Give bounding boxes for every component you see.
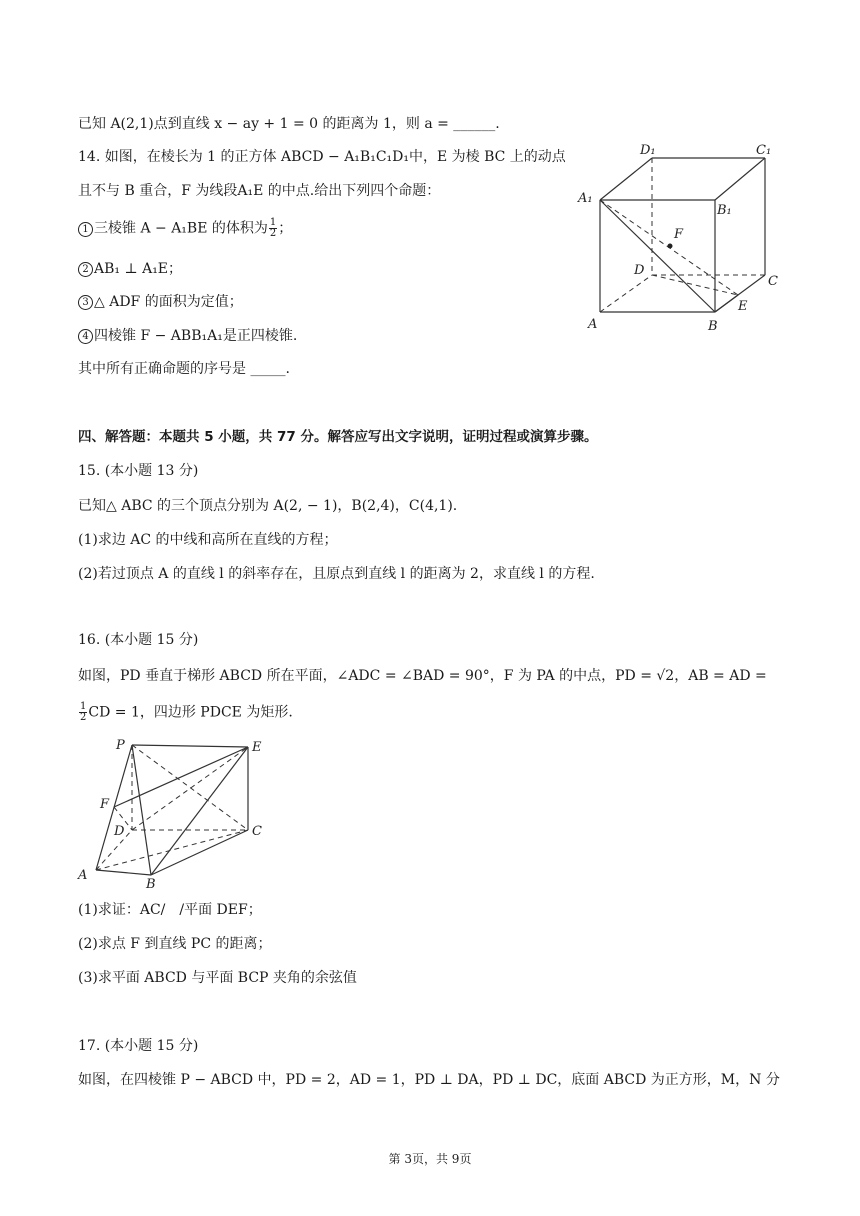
q15-line1: 已知△ ABC 的三个顶点分别为 A(2, − 1)，B(2,4)，C(4,1). xyxy=(78,498,458,514)
q17-line1: 如图，在四棱锥 P − ABCD 中，PD = 2，AD = 1，PD ⊥ DA，PD ⊥ DC，底面 ABCD 为正方形，M，N 分 xyxy=(78,1072,780,1088)
label-e: E xyxy=(738,299,748,314)
q14-option-1-text: 三棱锥 A − A₁BE 的体积为 xyxy=(94,220,268,237)
page-footer: 第 3页，共 9页 xyxy=(388,1152,472,1166)
q16-part1: (1)求证：AC/ /平面 DEF； xyxy=(78,902,262,918)
fraction-numerator: 1 xyxy=(80,701,87,712)
q13-text: 已知 A(2,1)点到直线 x − ay + 1 = 0 的距离为 1，则 a = ______. xyxy=(78,116,500,132)
label-d: D xyxy=(114,824,125,839)
q16-line1: 如图，PD 垂直于梯形 ABCD 所在平面，∠ADC = ∠BAD = 90°，F 为 PA 的中点，PD = √2，AB = AD = xyxy=(78,668,767,684)
label-a: A xyxy=(78,868,88,883)
label-a: A xyxy=(588,317,598,332)
q14-question: 其中所有正确命题的序号是 _____. xyxy=(78,361,290,377)
q14-option-2-text: AB₁ ⊥ A₁E； xyxy=(94,261,183,277)
label-f: F xyxy=(100,797,110,812)
label-d: D xyxy=(634,263,645,278)
q14-option-4 xyxy=(78,326,297,346)
label-e: E xyxy=(252,740,262,755)
label-f: F xyxy=(674,227,684,242)
q16-part2: (2)求点 F 到直线 PC 的距离； xyxy=(78,936,272,952)
label-c1: C₁ xyxy=(756,143,772,158)
label-b: B xyxy=(146,877,156,890)
point-f-dot xyxy=(668,244,673,249)
q15-line2: (1)求边 AC 的中线和高所在直线的方程； xyxy=(78,532,338,548)
q14-line2: 且不与 B 重合，F 为线段A₁E 的中点.给出下列四个命题： xyxy=(78,183,441,199)
label-c: C xyxy=(252,824,262,839)
q16-line2 xyxy=(78,702,293,723)
circled-number-4: 4 xyxy=(78,329,93,344)
label-p: P xyxy=(116,738,125,753)
q15-line3: (2)若过顶点 A 的直线 l 的斜率存在，且原点到直线 l 的距离为 2，求直线 l 的方程. xyxy=(78,566,595,582)
q14-option-2 xyxy=(78,259,182,279)
q14-option-1 xyxy=(78,218,292,239)
circled-number-2: 2 xyxy=(78,262,93,277)
q17-heading: 17. (本小题 15 分) xyxy=(78,1038,199,1054)
fraction-numerator: 1 xyxy=(269,217,277,228)
q14-option-1-end: ； xyxy=(278,220,293,237)
cube-figure xyxy=(570,140,790,340)
q14-line1: 14. 如图，在棱长为 1 的正方体 ABCD − A₁B₁C₁D₁中，E 为棱 BC 上的动点 xyxy=(78,149,566,165)
q16-part3: (3)求平面 ABCD 与平面 BCP 夹角的余弦值 xyxy=(78,970,357,986)
label-b: B xyxy=(708,319,718,334)
label-a1: A₁ xyxy=(578,191,593,206)
q14-option-4-text: 四棱锥 F − ABB₁A₁是正四棱锥. xyxy=(94,328,298,344)
label-c: C xyxy=(768,274,778,289)
label-d1: D₁ xyxy=(640,143,656,158)
q16-line2-text: CD = 1，四边形 PDCE 为矩形. xyxy=(88,704,293,721)
q14-option-3-text: △ ADF 的面积为定值； xyxy=(94,294,243,310)
q16-heading: 16. (本小题 15 分) xyxy=(78,632,199,648)
fraction-one-half xyxy=(269,218,277,239)
q14-option-3 xyxy=(78,292,243,312)
fraction-denominator: 2 xyxy=(269,228,277,239)
q15-heading: 15. (本小题 13 分) xyxy=(78,463,199,479)
fraction-denominator: 2 xyxy=(80,712,87,723)
circled-number-1: 1 xyxy=(78,222,93,237)
label-b1: B₁ xyxy=(717,203,732,218)
section-4-heading: 四、解答题：本题共 5 小题，共 77 分。解答应写出文字说明，证明过程或演算步骤。 xyxy=(78,429,598,445)
prism-figure xyxy=(74,735,274,890)
fraction-one-half-cd xyxy=(79,702,87,723)
circled-number-3: 3 xyxy=(78,295,93,310)
